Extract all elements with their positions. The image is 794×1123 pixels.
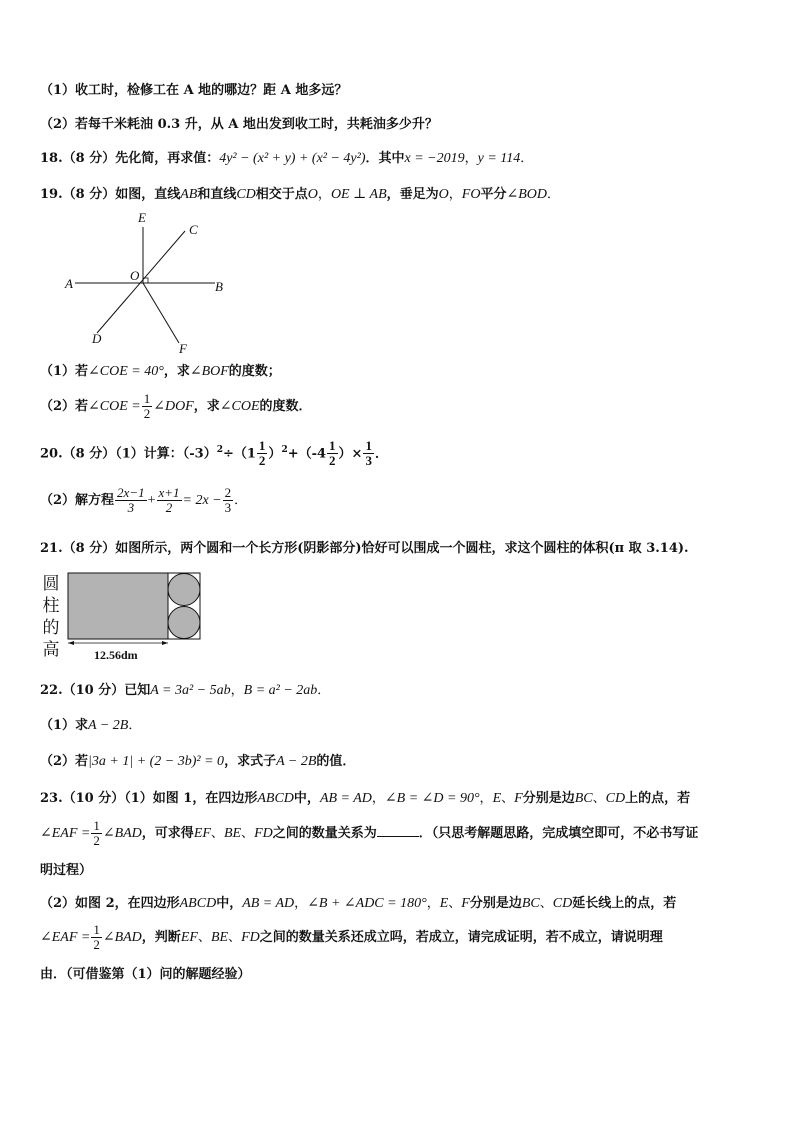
q20-p2-label: （2）解方程 <box>40 493 115 508</box>
circle-bottom <box>168 607 200 639</box>
q19-intersect: 相交于点 <box>255 187 308 202</box>
q19-question <box>40 186 560 204</box>
q21-figure <box>64 570 204 662</box>
circle-top <box>168 574 200 606</box>
line-cd <box>97 231 185 333</box>
q18-question <box>40 150 533 168</box>
q19-p1-a: （1）若 <box>40 364 89 379</box>
q22-expr-a: A = 3a² − 5ab <box>150 683 231 698</box>
q19-bisect: 平分 <box>480 187 507 202</box>
label-e: E <box>138 210 146 225</box>
label-b: B <box>215 279 223 294</box>
shaded-rectangle <box>68 573 168 639</box>
fraction-half: $\frac{1}{2}$ <box>143 391 151 421</box>
q19-line-cd: CD <box>236 187 256 202</box>
q19-p2-c: 的度数． <box>259 399 312 414</box>
q22-part1: （1）求A − 2B． <box>40 718 142 733</box>
q19-angle-bod: ∠BOD <box>506 187 547 202</box>
q23-line2: ∠EAF = $\frac{1}{2}$ ∠BAD，可求得EF、BE、FD之间的数量关系为 ．（只思考解题思路，完成填空即可，不必书写证 <box>40 818 699 848</box>
q19-p2-rhs: ∠DOF <box>153 399 194 414</box>
fraction-1: $\frac{1}{2}$ <box>258 438 266 469</box>
q19-p2-b: ，求 <box>193 399 220 414</box>
fraction-2: $\frac{1}{2}$ <box>329 438 336 469</box>
q19-part2 <box>40 392 312 422</box>
q18-expression: 4y² − (x² + y) + (x² − 4y²) <box>219 151 366 166</box>
label-o: O <box>130 268 140 283</box>
q22-question: 22.（10 分）已知A = 3a² − 5ab，B = a² − 2ab． <box>40 683 331 698</box>
q20-part2: （2）解方程 $\frac{2x-1}{3}$ + $\frac{x+1}{2}$ = 2x − $\frac{2}{3}$ ． <box>40 485 248 515</box>
q22-part2: （2）若|3a + 1| + (2 − 3b)² = 0，求式子A − 2B的值． <box>40 754 356 769</box>
q19-intro: 19.（8 分）如图，直线 <box>40 187 181 202</box>
q19-fo: FO <box>461 187 481 202</box>
q22-expr-b: B = a² − 2ab <box>243 683 318 698</box>
cylinder-height-label: 圆 柱 的 高 <box>42 574 60 660</box>
fraction-eq2: $\frac{x+1}{2}$ <box>158 485 180 515</box>
q19-p2-lhs: ∠COE = <box>88 399 141 414</box>
q19-p1-angle: ∠BOF <box>189 364 229 379</box>
q18-cond: ．其中 <box>365 151 405 166</box>
q19-p2-a: （2）若 <box>40 399 89 414</box>
fraction-half-q23b: $\frac{1}{2}$ <box>93 922 100 952</box>
q19-he: 和直线 <box>197 187 237 202</box>
dimension-label: 12.56dm <box>94 648 138 662</box>
q19-p1-c: 的度数； <box>228 364 281 379</box>
q19-perp: OE ⊥ AB <box>330 187 387 202</box>
label-f: F <box>179 341 187 356</box>
fraction-eq1: $\frac{2x-1}{3}$ <box>117 485 145 515</box>
q19-point-o2: O <box>438 187 449 202</box>
q19-end: ． <box>546 187 560 202</box>
label-c: C <box>189 222 198 237</box>
q17-part2: （2）若每千米耗油 0.3 升，从 A 地出发到收工时，共耗油多少升？ <box>40 117 438 132</box>
label-d: D <box>92 331 102 346</box>
q23-line6: 由．（可借鉴第（1）问的解题经验） <box>40 967 251 982</box>
ray-of <box>143 283 179 343</box>
q21-question: 21.（8 分）如图所示，两个圆和一个长方形(阴影部分)恰好可以围成一个圆柱，求这个圆柱的体积(π 取 3.14). <box>40 541 689 556</box>
q18-sep: ， <box>464 151 478 166</box>
fraction-eq3: $\frac{2}{3}$ <box>224 485 232 515</box>
q19-part1 <box>40 363 281 381</box>
q23-line5: ∠EAF = $\frac{1}{2}$ ∠BAD，判断EF、BE、FD之间的数量关系还成立吗，若成立，请完成证明，若不成立，请说明理 <box>40 922 663 952</box>
label-a: A <box>65 276 73 291</box>
q19-p1-eq: ∠COE = 40° <box>88 364 164 379</box>
q18-x-value: x = −2019 <box>404 151 465 166</box>
q19-foot: ，垂足为 <box>386 187 439 202</box>
q18-end: ． <box>520 151 534 166</box>
answer-blank[interactable] <box>377 824 419 837</box>
q19-comma1: ， <box>317 187 331 202</box>
q19-comma2: ， <box>448 187 462 202</box>
fraction-half-q23: $\frac{1}{2}$ <box>93 818 100 848</box>
fraction-3: $\frac{1}{3}$ <box>365 438 372 469</box>
q19-figure <box>55 205 235 360</box>
q18-y-value: y = 114 <box>477 151 521 166</box>
q19-line-ab: AB <box>180 187 198 202</box>
q20-part1: 20.（8 分）（1）计算：$(-3)^2\div(1$ $\frac{1}{2}$ ）$^2$+（-4 $\frac{1}{2}$ ）× $\frac{1}{3}$ ． <box>40 438 388 469</box>
q23-line4: （2）如图 2，在四边形ABCD中，AB = AD，∠B + ∠ADC = 180°，E、F分别是边BC、CD延长线上的点，若 <box>40 896 677 911</box>
q19-point-o: O <box>307 187 318 202</box>
q23-line3: 明过程） <box>40 863 93 878</box>
q17-part1: （1）收工时，检修工在 A 地的哪边？距 A 地多远？ <box>40 83 348 98</box>
q23-line1: 23.（10 分）（1）如图 1，在四边形ABCD中，AB = AD，∠B = ∠D = 90°，E、F分别是边BC、CD上的点，若 <box>40 791 691 806</box>
q19-p2-angle: ∠COE <box>219 399 260 414</box>
q18-number: 18.（8 分）先化简，再求值： <box>40 151 220 166</box>
q19-p1-b: ，求 <box>163 364 190 379</box>
